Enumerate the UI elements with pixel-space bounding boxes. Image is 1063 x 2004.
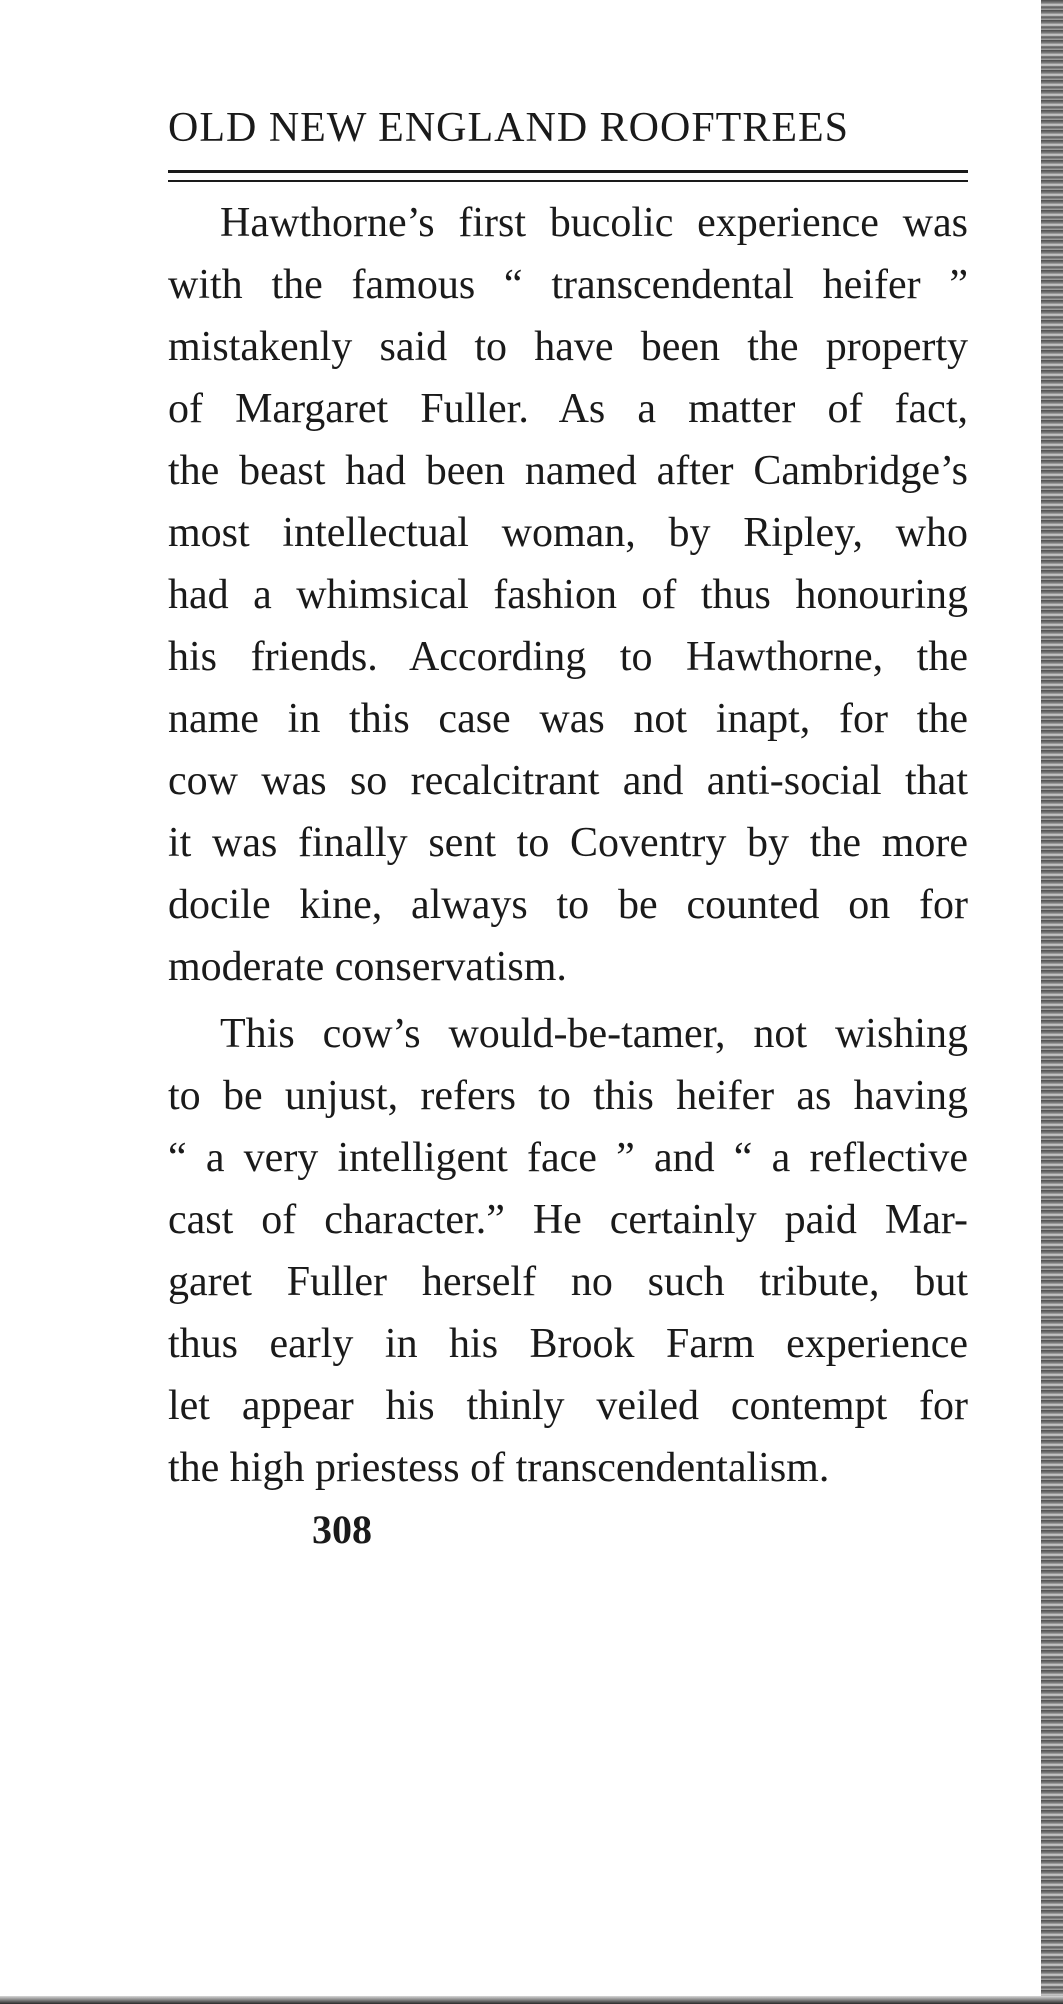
header-rule-thin [168,180,968,182]
paragraph-1-line-12: docile kine, always to be counted on for [168,882,968,928]
page-number: 308 [312,1507,372,1552]
paragraph-2-line-4: cast of character.” He certainly paid Mar- [168,1197,968,1243]
header-rule-thick [168,170,968,173]
paragraph-1-line-10: cow was so recalcitrant and anti-social that [168,758,968,804]
paragraph-1-line-4: of Margaret Fuller. As a matter of fact, [168,386,968,432]
paragraph-2-line-2: to be unjust, refers to this heifer as having [168,1073,968,1119]
paragraph-1-line-2: with the famous “ transcendental heifer ” [168,262,968,308]
running-head: OLD NEW ENGLAND ROOFTREES [168,105,850,151]
paragraph-1-line-9: name in this case was not inapt, for the [168,696,968,742]
paragraph-1-line-8: his friends. According to Hawthorne, the [168,634,968,680]
paragraph-1-line-7: had a whimsical fashion of thus honouring [168,572,968,618]
bottom-edge-shadow [0,1996,1063,2004]
paragraph-1-line-11: it was finally sent to Coventry by the more [168,820,968,866]
paragraph-2-line-5: garet Fuller herself no such tribute, but [168,1259,968,1305]
paragraph-1-line-6: most intellectual woman, by Ripley, who [168,510,968,556]
paragraph-1-line-13: moderate conservatism. [168,944,567,990]
paragraph-1-line-5: the beast had been named after Cambridge’s [168,448,968,494]
paragraph-2-line-3: “ a very intelligent face ” and “ a reflective [168,1135,968,1181]
paragraph-2-line-1: This cow’s would-be-tamer, not wishing [220,1011,968,1057]
paragraph-2-line-7: let appear his thinly veiled contempt for [168,1383,968,1429]
paragraph-1-line-3: mistakenly said to have been the property [168,324,968,370]
paragraph-2-line-8: the high priestess of transcendentalism. [168,1445,830,1491]
page-edge-shadow [1041,0,1063,2004]
paragraph-2-line-6: thus early in his Brook Farm experience [168,1321,968,1367]
paragraph-1-line-1: Hawthorne’s first bucolic experience was [220,200,968,246]
